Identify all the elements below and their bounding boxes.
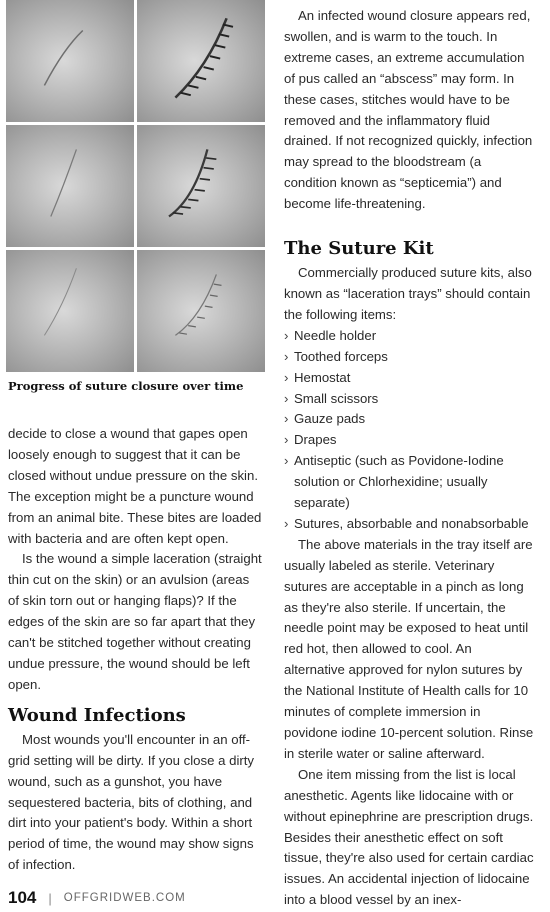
bullet-icon: ›: [284, 432, 289, 448]
wound-photo-2: [137, 0, 265, 122]
page-number: 104: [8, 888, 37, 907]
bullet-icon: ›: [284, 515, 289, 531]
list-item: › Sutures, absorbable and nonabsorbable: [284, 514, 534, 535]
bullet-icon: ›: [284, 327, 289, 343]
section-heading-wound-infections: Wound Infections: [8, 704, 186, 726]
wound-photo-6: [137, 250, 265, 372]
left-text-column: [8, 424, 263, 876]
figure-caption: Progress of suture closure over time: [8, 379, 244, 393]
paragraph: Most wounds you'll encounter in an off-grid setting will be dirty. If you close a dirty wound, such as a gunshot, you have sequestered bacteria, bits of clothing, and dirt into your patient's body. Within a short period of time, the wound may show signs of infection.: [8, 731, 255, 873]
paragraph: An infected wound closure appears red, swollen, and is warm to the touch. In extreme cases, an extreme accumulation of pus called an “abscess” may form. In these cases, stitches would have to be removed and the inflammatory fluid drained. If not recognized quickly, infection may spread to the bloodstream (a condition known as “septicemia”) and become life-threatening.: [284, 8, 533, 212]
bullet-icon: ›: [284, 453, 289, 469]
wound-photo-1: [6, 0, 134, 122]
paragraph: The above materials in the tray itself are usually labeled as sterile. Veterinary sutures are acceptable in a pinch as long as they're also sterile. If uncertain, the needle point may be exposed to heat until red hot, then allowed to cool. An alternative approved for nylon sutures by the National Institute of Health calls for 10 minutes of complete immersion in povidone iodine 10-percent solution. Rinse in sterile water or saline afterward.: [284, 536, 534, 761]
list-item: › Drapes: [284, 430, 534, 451]
list-item: › Gauze pads: [284, 409, 534, 430]
list-item: › Toothed forceps: [284, 347, 534, 368]
bullet-icon: ›: [284, 369, 289, 385]
suture-progress-photo-grid: [6, 0, 265, 372]
wound-photo-4: [137, 125, 265, 247]
bullet-icon: ›: [284, 411, 289, 427]
paragraph: Is the wound a simple laceration (straight thin cut on the skin) or an avulsion (areas of skin torn out or hanging flaps)? If the edges of the skin are so far apart that they can't be stitched together without creating undue pressure, the wound should be left open.: [8, 551, 262, 692]
footer-separator: |: [48, 890, 52, 906]
page-footer: [8, 888, 538, 908]
list-item: › Small scissors: [284, 389, 534, 410]
right-text-column: [284, 6, 534, 911]
list-item: › Hemostat: [284, 368, 534, 389]
paragraph: decide to close a wound that gapes open loosely enough to suggest that it can be closed without undue pressure on the skin. The exception might be a puncture wound from an animal bite. These bites are loaded with bacteria and are often kept open.: [8, 426, 262, 546]
list-item: › Needle holder: [284, 326, 534, 347]
wound-photo-5: [6, 250, 134, 372]
website-link[interactable]: OFFGRIDWEB.COM: [63, 892, 186, 904]
paragraph: Commercially produced suture kits, also known as “laceration trays” should contain the following items:: [284, 265, 532, 322]
bullet-icon: ›: [284, 390, 289, 406]
bullet-icon: ›: [284, 348, 289, 364]
section-heading-suture-kit: The Suture Kit: [284, 238, 434, 260]
paragraph: One item missing from the list is local anesthetic. Agents like lidocaine with or without epinephrine are prescription drugs. Besides their anesthetic effect on soft tissue, they're also used for certain cardiac issues. An accidental injection of lidocaine into a blood vessel by an inex-: [284, 766, 534, 908]
suture-kit-list: [284, 326, 534, 535]
wound-photo-3: [6, 125, 134, 247]
list-item: › Antiseptic (such as Povidone-Iodine solution or Chlorhexidine; usually separate): [284, 453, 504, 511]
